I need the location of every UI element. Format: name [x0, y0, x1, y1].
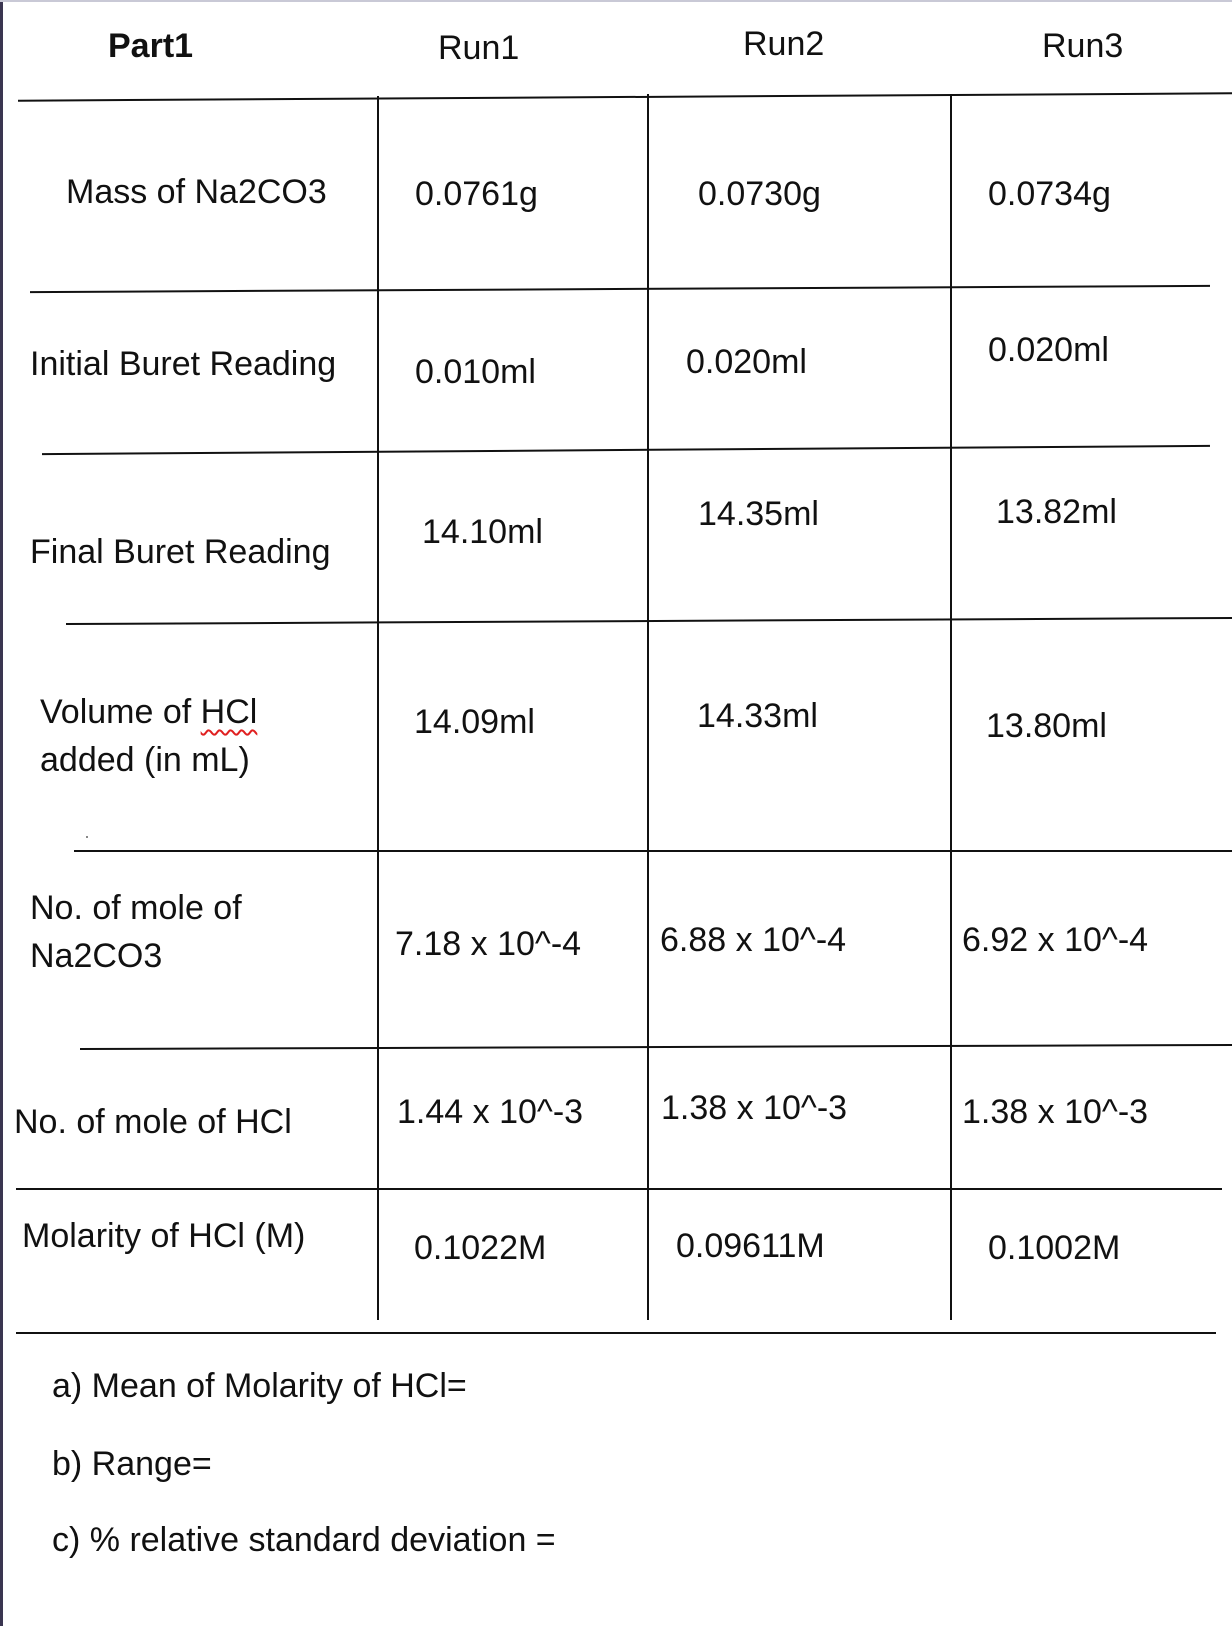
cell-moles-na2co3-run1: 7.18 x 10^-4 [395, 925, 582, 963]
cell-initial-run3: 0.020ml [988, 331, 1109, 369]
column-header-run2: Run2 [743, 25, 825, 63]
cell-molarity-run3: 0.1002M [988, 1229, 1121, 1267]
cell-final-run3: 13.82ml [996, 493, 1117, 531]
row-label-final-buret: Final Buret Reading [30, 533, 331, 571]
cell-moles-na2co3-run3: 6.92 x 10^-4 [962, 921, 1149, 959]
cell-initial-run1: 0.010ml [415, 353, 536, 391]
cell-moles-hcl-run2: 1.38 x 10^-3 [661, 1089, 848, 1127]
row-divider [16, 1188, 1222, 1190]
cell-moles-na2co3-run2: 6.88 x 10^-4 [660, 921, 847, 959]
row-divider [74, 850, 1232, 852]
column-divider [950, 94, 952, 1320]
row-divider [80, 1044, 1232, 1050]
cell-mass-run1: 0.0761g [415, 175, 538, 213]
column-divider [377, 96, 379, 1320]
row-label-moles-hcl: No. of mole of HCl [14, 1103, 292, 1141]
column-divider [647, 94, 649, 1320]
cell-moles-hcl-run1: 1.44 x 10^-3 [397, 1093, 584, 1131]
cell-volume-run1: 14.09ml [414, 703, 535, 741]
row-divider [16, 1332, 1216, 1334]
column-header-run3: Run3 [1042, 27, 1124, 65]
stray-mark [86, 836, 88, 838]
question-range: b) Range= [52, 1445, 212, 1483]
cell-final-run1: 14.10ml [422, 513, 543, 551]
row-divider [30, 285, 1210, 293]
cell-mass-run3: 0.0734g [988, 175, 1111, 213]
row-label-volume-line2: added (in mL) [40, 741, 250, 779]
cell-initial-run2: 0.020ml [686, 343, 807, 381]
cell-molarity-run2: 0.09611M [676, 1227, 825, 1265]
question-mean: a) Mean of Molarity of HCl= [52, 1367, 467, 1405]
hcl-spellcheck-word: HCl [200, 693, 258, 731]
cell-volume-run3: 13.80ml [986, 707, 1107, 745]
row-label-initial-buret: Initial Buret Reading [30, 345, 337, 383]
cell-mass-run2: 0.0730g [698, 175, 821, 213]
cell-molarity-run1: 0.1022M [414, 1229, 547, 1267]
left-border [0, 0, 3, 1626]
question-rsd: c) % relative standard deviation = [52, 1521, 556, 1559]
cell-final-run2: 14.35ml [698, 495, 819, 533]
column-header-run1: Run1 [438, 29, 520, 67]
row-label-mass: Mass of Na2CO3 [66, 173, 327, 211]
corner-label: Part1 [108, 27, 194, 65]
row-label-volume-line1: Volume of HCl [40, 693, 258, 731]
row-label-moles-na2co3-line2: Na2CO3 [30, 937, 163, 975]
cell-volume-run2: 14.33ml [697, 697, 818, 735]
row-label-moles-na2co3-line1: No. of mole of [30, 889, 242, 927]
row-divider [42, 445, 1210, 455]
cell-moles-hcl-run3: 1.38 x 10^-3 [962, 1093, 1149, 1131]
row-label-molarity: Molarity of HCl (M) [22, 1217, 306, 1255]
top-border [0, 0, 1232, 2]
row-divider [18, 92, 1232, 101]
